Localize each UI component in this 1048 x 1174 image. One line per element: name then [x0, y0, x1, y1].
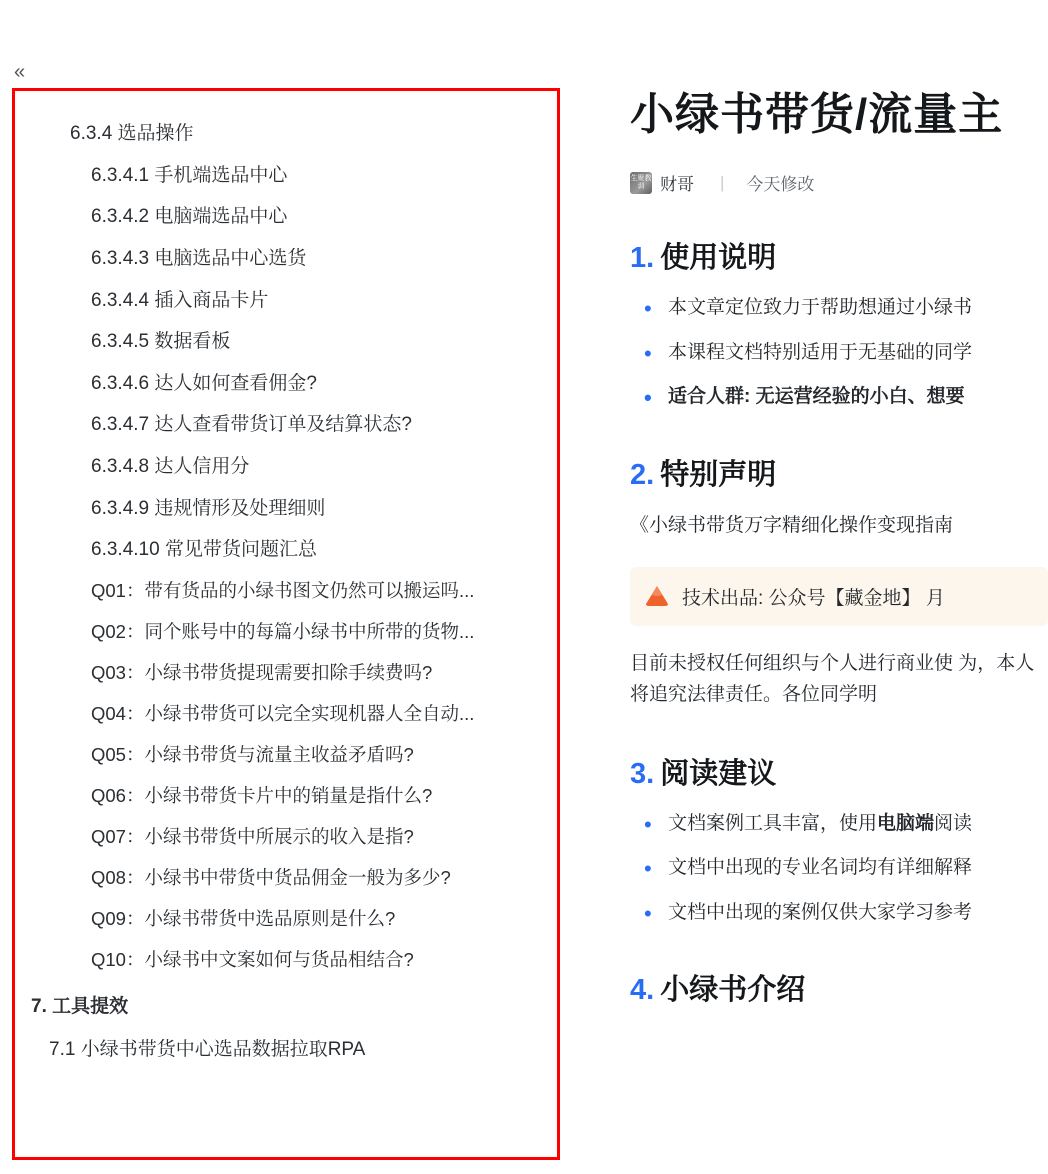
- outline-item[interactable]: Q07：小绿书带货中所展示的收入是指?: [91, 825, 414, 847]
- outline-item[interactable]: 6.3.4.3 电脑选品中心选货: [91, 247, 307, 269]
- section-number: 4.: [630, 974, 655, 1007]
- outline-item[interactable]: 6.3.4.7 达人查看带货订单及结算状态?: [91, 414, 412, 436]
- section-number: 3.: [630, 757, 655, 790]
- outline-item[interactable]: Q06：小绿书带货卡片中的销量是指什么?: [91, 784, 433, 806]
- list-item-emphasis: 电脑端: [877, 812, 935, 834]
- outline-item[interactable]: 6.3.4.9 违规情形及处理细则: [91, 497, 326, 519]
- outline-item[interactable]: 6.3.4 选品操作: [70, 123, 194, 144]
- reading-advice-list: [630, 810, 1048, 928]
- callout-text: 技术出品: 公众号【藏金地】 月: [682, 587, 945, 609]
- collapse-outline-icon[interactable]: «: [14, 61, 26, 83]
- callout-box: [630, 567, 1048, 626]
- section-title: 特别声明: [660, 458, 777, 491]
- outline-item[interactable]: 6.3.4.6 达人如何查看佣金?: [91, 372, 317, 394]
- outline-item[interactable]: Q03：小绿书带货提现需要扣除手续费吗?: [91, 661, 433, 683]
- section-number: 1.: [630, 242, 655, 274]
- outline-item[interactable]: Q04：小绿书带货可以完全实现机器人全自动...: [91, 702, 475, 724]
- list-item: • 本文章定位致力于帮助想通过小绿书: [630, 294, 1048, 323]
- list-item-text: 文档案例工具丰富，使用: [668, 812, 878, 834]
- outline-list: [15, 91, 557, 981]
- statement-paragraph-2: 目前未授权任何组织与个人进行商业使 为，本人将追究法律责任。各位同学明: [630, 652, 1035, 706]
- outline-item[interactable]: Q05：小绿书带货与流量主收益矛盾吗?: [91, 743, 414, 765]
- list-item-text-tail: 阅读: [934, 812, 973, 834]
- modified-time: 今天修改: [746, 175, 815, 194]
- outline-panel[interactable]: [12, 88, 560, 1160]
- list-item: • 适合人群: 无运营经验的小白、想要: [630, 383, 1048, 412]
- outline-item[interactable]: 6.3.4.5 数据看板: [91, 331, 231, 353]
- usage-bullet-list: [630, 294, 1048, 412]
- outline-section-subitem[interactable]: 7.1 小绿书带货中心选品数据拉取RPA: [49, 1038, 366, 1060]
- outline-item[interactable]: Q08：小绿书中带货中货品佣金一般为多少?: [91, 866, 451, 888]
- section-heading-4: [630, 967, 1048, 1008]
- outline-item[interactable]: 6.3.4.10 常见带货问题汇总: [91, 539, 317, 561]
- section-heading-2: [630, 452, 1048, 493]
- list-item: • 本课程文档特别适用于无基础的同学: [630, 339, 1048, 368]
- list-item: [630, 810, 1048, 839]
- outline-item[interactable]: Q09：小绿书带货中选品原则是什么?: [91, 907, 396, 929]
- author-name: 财哥: [660, 175, 694, 194]
- outline-item[interactable]: 6.3.4.1 手机端选品中心: [91, 164, 288, 186]
- page-title: 小绿书带货/流量主: [630, 90, 1004, 139]
- list-item: • 文档中出现的案例仅供大家学习参考: [630, 899, 1048, 928]
- avatar: 生聚教训: [630, 172, 652, 194]
- outline-item[interactable]: Q10：小绿书中文案如何与货品相结合?: [91, 948, 414, 970]
- outline-section-heading[interactable]: 7. 工具提效: [31, 995, 129, 1017]
- outline-item[interactable]: Q02：同个账号中的每篇小绿书中所带的货物...: [91, 621, 475, 643]
- document-body: [630, 0, 1048, 1174]
- section-heading-3: [630, 751, 1048, 792]
- list-item: • 文档中出现的专业名词均有详细解释: [630, 854, 1048, 883]
- section-heading-1: [630, 235, 1048, 276]
- chestnut-icon: [644, 584, 670, 608]
- document-meta: [630, 170, 1048, 195]
- statement-paragraph: 《小绿书带货万字精细化操作变现指南: [630, 514, 954, 536]
- outline-item[interactable]: Q01：带有货品的小绿书图文仍然可以搬运吗...: [91, 580, 475, 602]
- outline-item[interactable]: 6.3.4.8 达人信用分: [91, 456, 250, 478]
- outline-item[interactable]: 6.3.4.4 插入商品卡片: [91, 289, 269, 311]
- section-number: 2.: [630, 458, 655, 491]
- section-title: 使用说明: [660, 242, 777, 274]
- section-title: 小绿书介绍: [660, 974, 806, 1007]
- meta-divider: |: [720, 172, 725, 192]
- section-title: 阅读建议: [660, 757, 777, 790]
- outline-item[interactable]: 6.3.4.2 电脑端选品中心: [91, 206, 288, 228]
